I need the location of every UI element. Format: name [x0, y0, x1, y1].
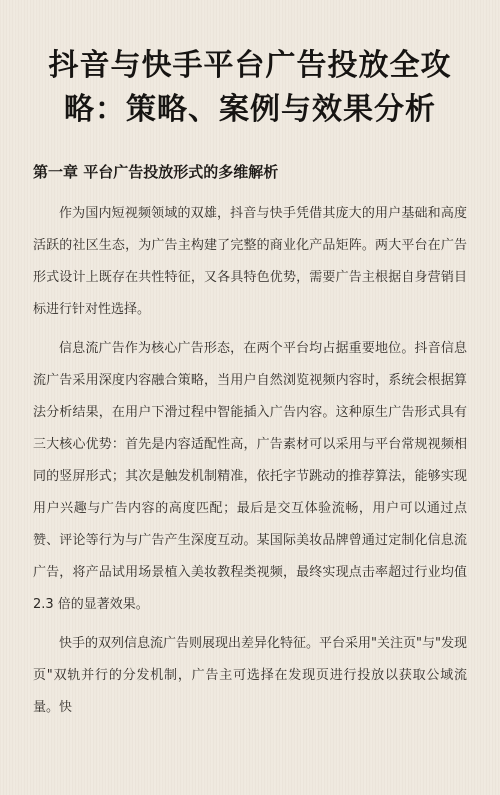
body-text [33, 198, 467, 731]
document-title: 抖音与快手平台广告投放全攻略：策略、案例与效果分析 [48, 48, 452, 127]
paragraph-1: 作为国内短视频领域的双雄，抖音与快手凭借其庞大的用户基础和高度活跃的社区生态，为广告主构建了完整的商业化产品矩阵。两大平台在广告形式设计上既存在共性特征，又各具特色优势，需要广告主根据自身营销目标进行针对性选择。 [33, 206, 467, 317]
chapter-heading: 第一章 平台广告投放形式的多维解析 [33, 163, 279, 181]
paragraph-3: 快手的双列信息流广告则展现出差异化特征。平台采用"关注页"与"发现页"双轨并行的分发机制，广告主可选择在发现页进行投放以获取公域流量。快 [33, 636, 467, 715]
paragraph-2: 信息流广告作为核心广告形态，在两个平台均占据重要地位。抖音信息流广告采用深度内容融合策略，当用户自然浏览视频内容时，系统会根据算法分析结果，在用户下滑过程中智能插入广告内容。这种原生广告形式具有三大核心优势：首先是内容适配性高，广告素材可以采用与平台常规视频相同的竖屏形式；其次是触发机制精准，依托字节跳动的推荐算法，能够实现用户兴趣与广告内容的高度匹配；最后是交互体验流畅，用户可以通过点赞、评论等行为与广告产生深度互动。某国际美妆品牌曾通过定制化信息流广告，将产品试用场景植入美妆教程类视频，最终实现点击率超过行业均值 2.3 倍的显著效果。 [33, 341, 467, 612]
